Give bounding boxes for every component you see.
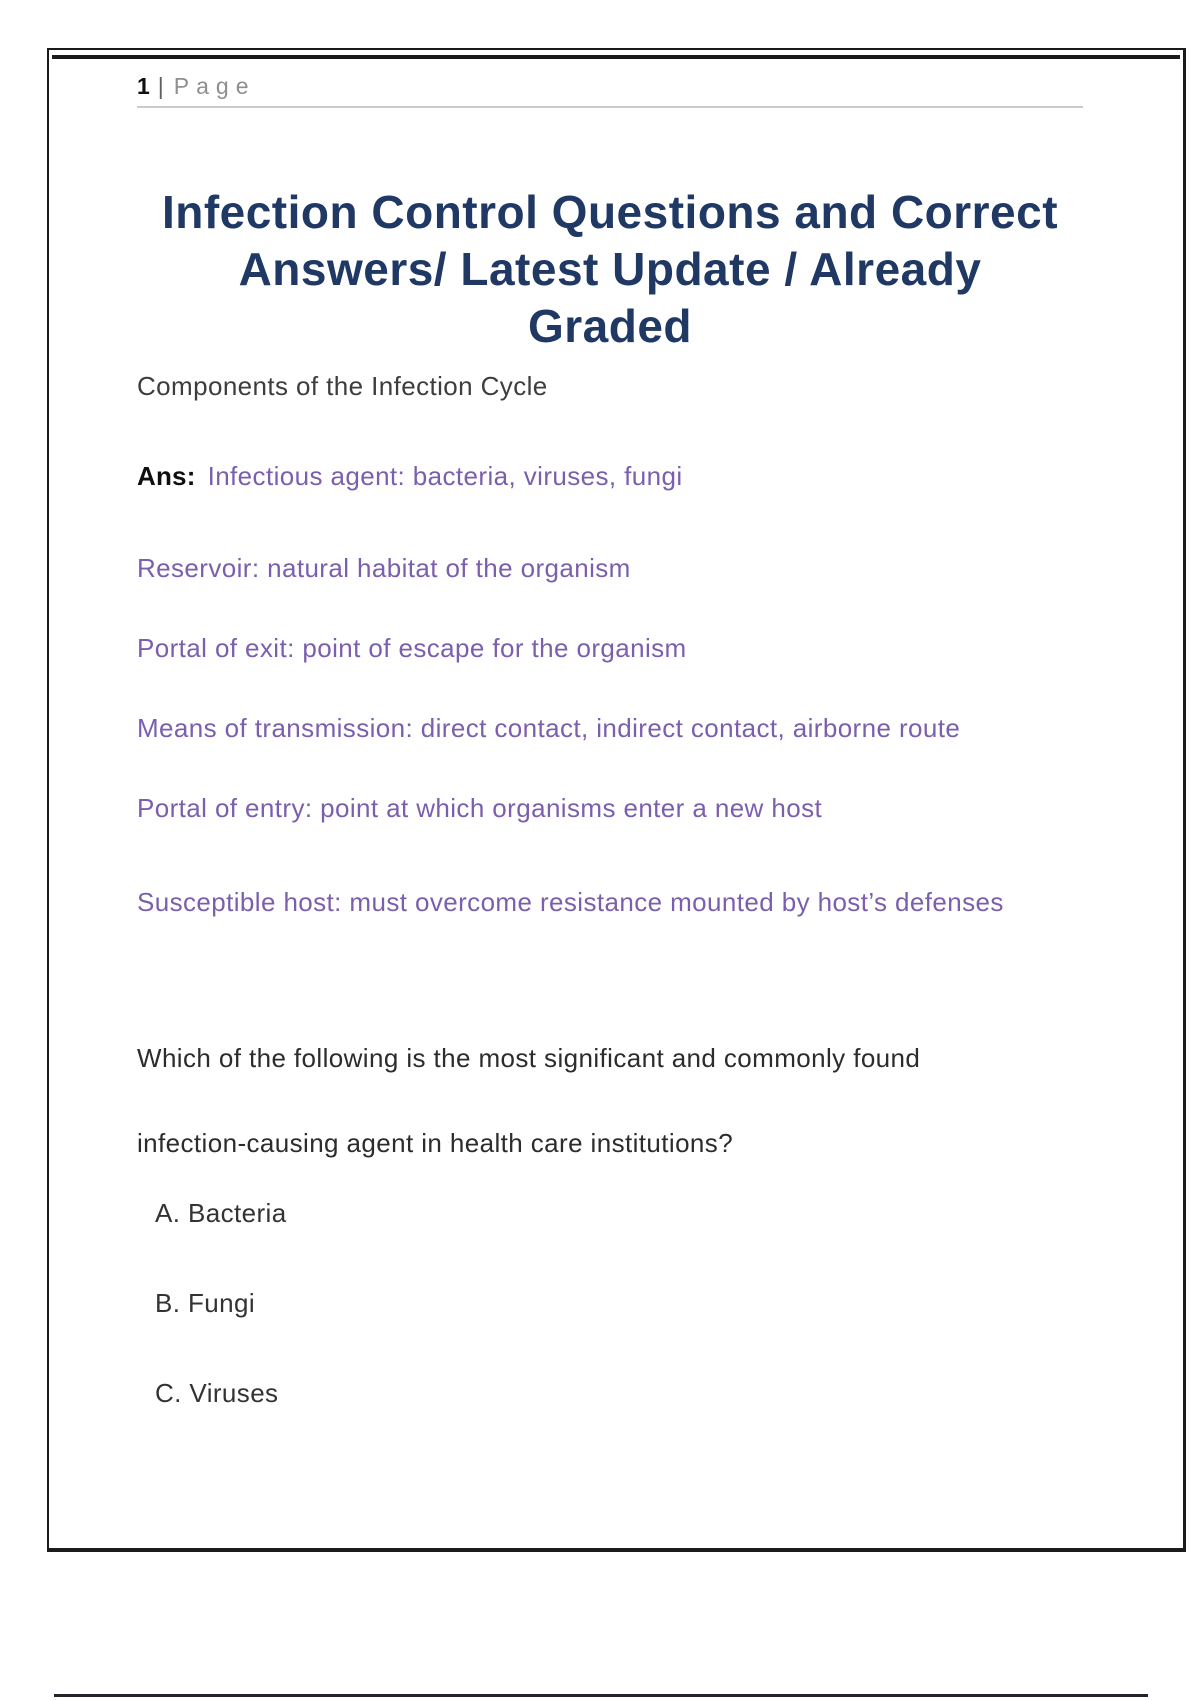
page-border-inner-line (52, 55, 1180, 59)
answer-first-line: Infectious agent: bacteria, viruses, fungi (207, 461, 683, 491)
title-line: Infection Control Questions and Correct (161, 186, 1059, 238)
answer-line-reservoir: Reservoir: natural habitat of the organism (137, 553, 631, 583)
answer-option-c: C. Viruses (155, 1378, 279, 1408)
question-line: infection-causing agent in health care institutions? (137, 1128, 734, 1158)
answer-paragraph (137, 459, 1083, 493)
page-header (137, 72, 1083, 100)
page-header-label: Page (173, 73, 256, 99)
answer-label: Ans: (137, 461, 196, 491)
answer-option-a: A. Bacteria (155, 1198, 287, 1228)
section-heading: Components of the Infection Cycle (137, 371, 548, 401)
page-content (49, 50, 1183, 1410)
answer-option-b: B. Fungi (155, 1288, 256, 1318)
question-line: Which of the following is the most significant and commonly found (137, 1043, 921, 1073)
document-title (137, 184, 1083, 355)
answer-line-portal-of-entry: Portal of entry: point at which organisms enter a new host (137, 793, 823, 823)
header-rule (137, 106, 1083, 108)
page-header-separator: | (157, 73, 164, 99)
title-line: Answers/ Latest Update / Already (238, 243, 982, 295)
page-number: 1 (137, 73, 150, 99)
title-line: Graded (527, 300, 693, 352)
answer-line-means-of-transmission: Means of transmission: direct contact, indirect contact, airborne route (137, 713, 961, 743)
answer-line-susceptible-host: Susceptible host: must overcome resistance mounted by host’s defenses (137, 887, 1004, 917)
answer-line-portal-of-exit: Portal of exit: point of escape for the organism (137, 633, 687, 663)
page (47, 48, 1186, 1552)
next-page-top-border (54, 1694, 1148, 1697)
